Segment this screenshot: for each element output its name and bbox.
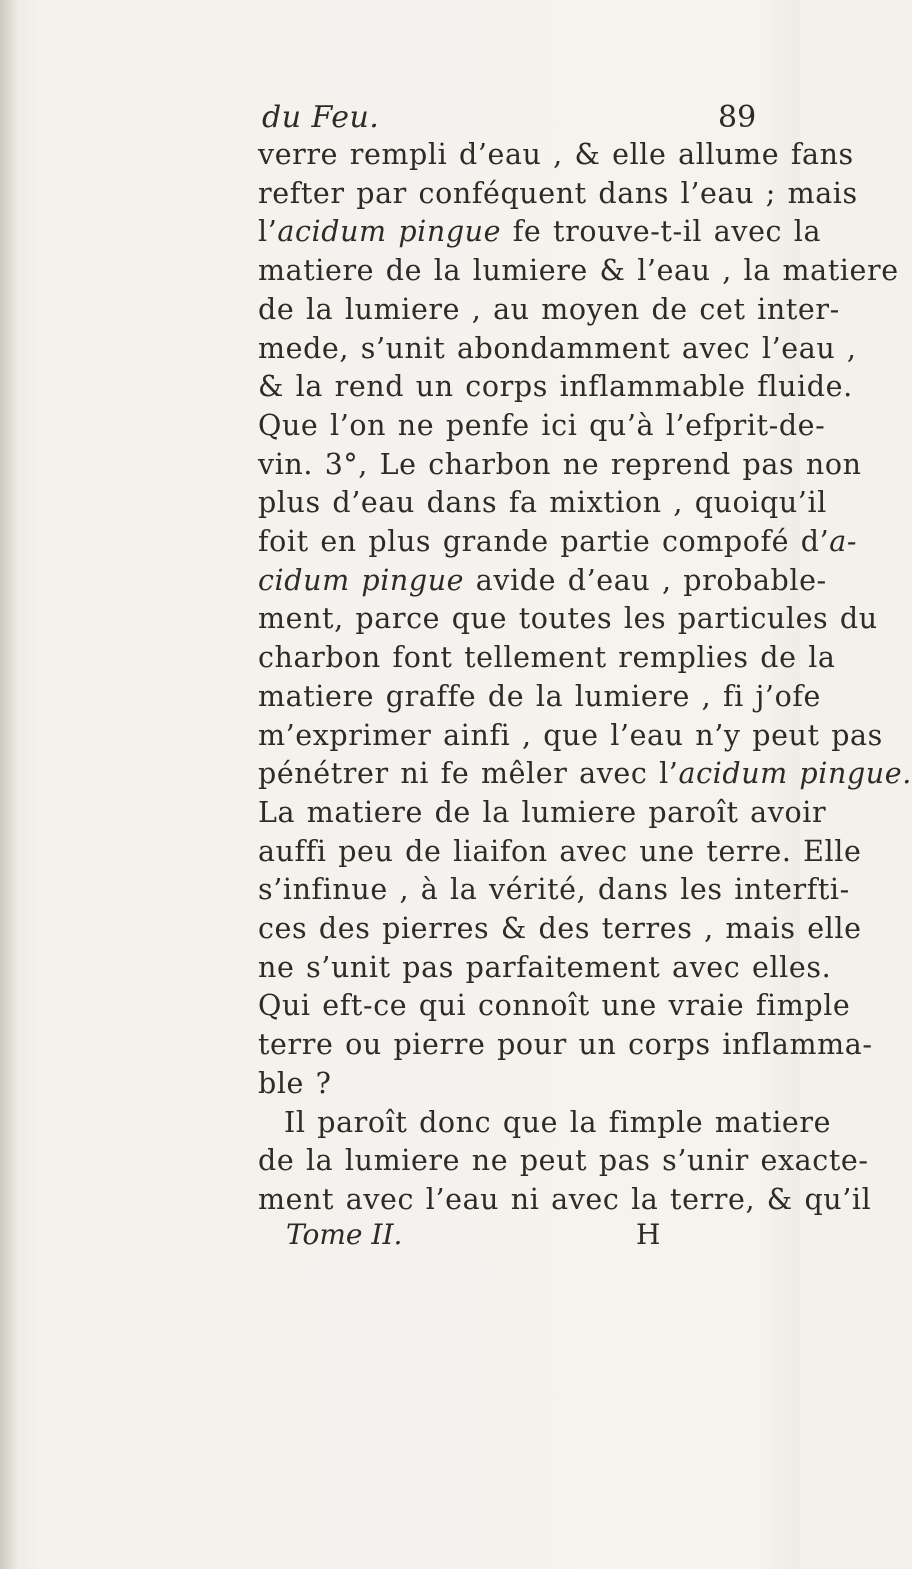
text-line: ment, parce que toutes les particules du [258,602,878,636]
text-line: de la lumiere ne peut pas s’unir exacte- [258,1144,869,1178]
gutter-shadow [0,0,18,1569]
signature-mark: H [636,1218,661,1251]
text-line: & la rend un corps inflammable fluide. [258,370,853,404]
text-line: de la lumiere , au moyen de cet inter- [258,292,840,326]
text-line: m’exprimer ainfi , que l’eau n’y peut pas [258,718,883,752]
text-line: charbon font tellement remplies de la [258,641,836,675]
text-line: La matiere de la lumiere paroît avoir [258,795,827,829]
text-line: pénétrer ni fe mêler avec l’acidum pingue. [258,757,912,791]
text-line: foit en plus grande partie compofé d’a- [258,525,858,559]
text-line: ment avec l’eau ni avec la terre, & qu’il [258,1182,872,1216]
text-line: ble ? [258,1066,332,1100]
text-line: l’acidum pingue fe trouve-t-il avec la [258,215,822,249]
text-line: ces des pierres & des terres , mais elle [258,912,862,946]
text-line: s’infinue , à la vérité, dans les interfti- [258,873,850,907]
running-head [0,96,800,140]
page-footer [0,1216,800,1256]
running-title: du Feu. [262,100,380,135]
text-line: refter par conféquent dans l’eau ; mais [258,176,858,210]
text-line: plus d’eau dans fa mixtion , quoiqu’il [258,486,827,520]
paragraph-start-line: Il paroît donc que la fimple matiere [284,1105,832,1139]
text-line: mede, s’unit abondamment avec l’eau , [258,331,857,365]
text-line: verre rempli d’eau , & elle allume fans [258,138,854,171]
text-line: cidum pingue avide d’eau , probable- [258,563,827,597]
text-line: vin. 3°, Le charbon ne reprend pas non [258,447,862,481]
text-line: terre ou pierre pour un corps inflamma- [258,1028,873,1062]
page-number: 89 [718,100,757,135]
text-line: matiere graffe de la lumiere , fi j’ofe [258,679,821,713]
text-line: ne s’unit pas parfaitement avec elles. [258,950,832,984]
text-line: matiere de la lumiere & l’eau , la matiere [258,254,899,288]
body-text [258,136,912,1220]
text-line: Qui eft-ce qui connoît une vraie fimple [258,989,851,1023]
text-line: Que l’on ne penfe ici qu’à l’efprit-de- [258,408,826,442]
volume-mark: Tome II. [286,1218,403,1251]
text-line: auffi peu de liaifon avec une terre. Elle [258,834,862,868]
